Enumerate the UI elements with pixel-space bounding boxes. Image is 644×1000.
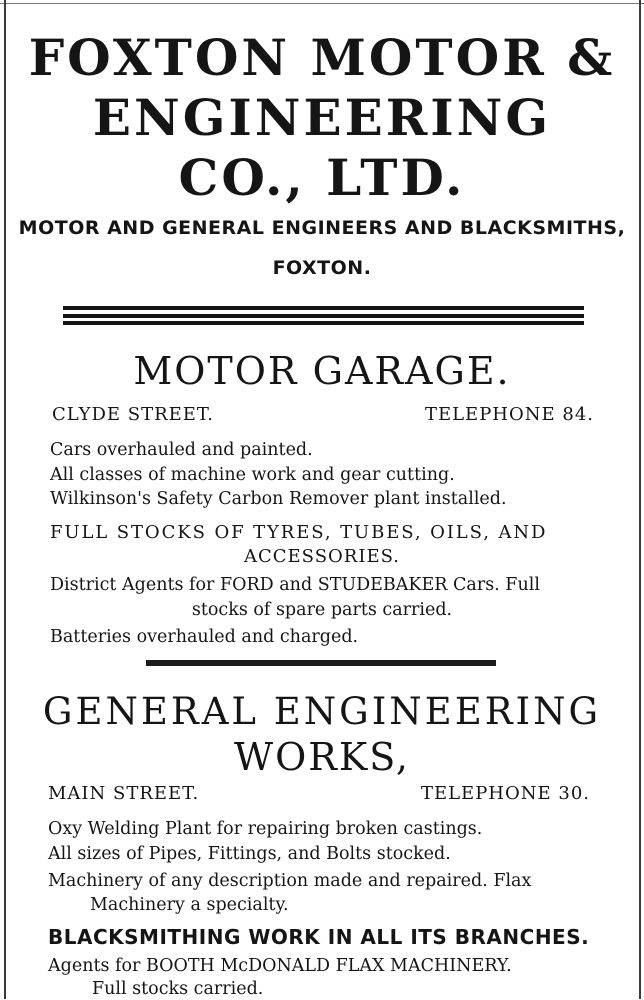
garage-line-1: Cars overhauled and painted. — [50, 440, 313, 460]
works-blacksmithing: BLACKSMITHING WORK IN ALL ITS BRANCHES. — [48, 925, 590, 949]
works-machinery-line-2: Machinery a specialty. — [90, 895, 289, 915]
company-town: FOXTON. — [272, 257, 372, 279]
garage-batteries: Batteries overhauled and charged. — [50, 627, 359, 647]
garage-stocks-line-1: FULL STOCKS OF TYRES, TUBES, OILS, AND — [50, 522, 548, 543]
works-line-1: Oxy Welding Plant for repairing broken castings. — [48, 819, 483, 839]
works-telephone: TELEPHONE 30. — [420, 783, 590, 804]
garage-telephone: TELEPHONE 84. — [424, 404, 594, 425]
company-name-line-2: ENGINEERING — [92, 88, 552, 147]
garage-agents-line-1: District Agents for FORD and STUDEBAKER Cars. Full — [50, 575, 540, 595]
top-border — [0, 3, 644, 4]
garage-agents-line-2: stocks of spare parts carried. — [191, 600, 453, 620]
company-name-line-3: CO., LTD. — [178, 148, 466, 207]
garage-heading: MOTOR GARAGE. — [133, 349, 511, 393]
company-tagline: MOTOR AND GENERAL ENGINEERS AND BLACKSMITHS, — [18, 217, 626, 239]
garage-stocks-line-2: ACCESSORIES. — [244, 546, 400, 567]
double-rule-middle — [63, 314, 584, 318]
garage-line-3: Wilkinson's Safety Carbon Remover plant installed. — [50, 489, 507, 509]
works-line-2: All sizes of Pipes, Fittings, and Bolts stocked. — [48, 844, 451, 864]
double-rule-top — [63, 306, 584, 310]
works-booth-line-1: Agents for BOOTH McDONALD FLAX MACHINERY. — [48, 956, 512, 976]
works-heading-line-2: WORKS, — [234, 735, 410, 779]
company-name-line-1: FOXTON MOTOR & — [28, 28, 616, 87]
section-divider — [146, 660, 496, 666]
works-machinery-line-1: Machinery of any description made and repaired. Flax — [48, 871, 532, 891]
garage-address: CLYDE STREET. — [52, 404, 215, 425]
double-rule-bottom — [63, 321, 584, 325]
works-booth-line-2: Full stocks carried. — [92, 979, 264, 999]
works-address: MAIN STREET. — [48, 783, 200, 804]
works-heading-line-1: GENERAL ENGINEERING — [42, 690, 602, 733]
garage-line-2: All classes of machine work and gear cutting. — [50, 465, 455, 485]
